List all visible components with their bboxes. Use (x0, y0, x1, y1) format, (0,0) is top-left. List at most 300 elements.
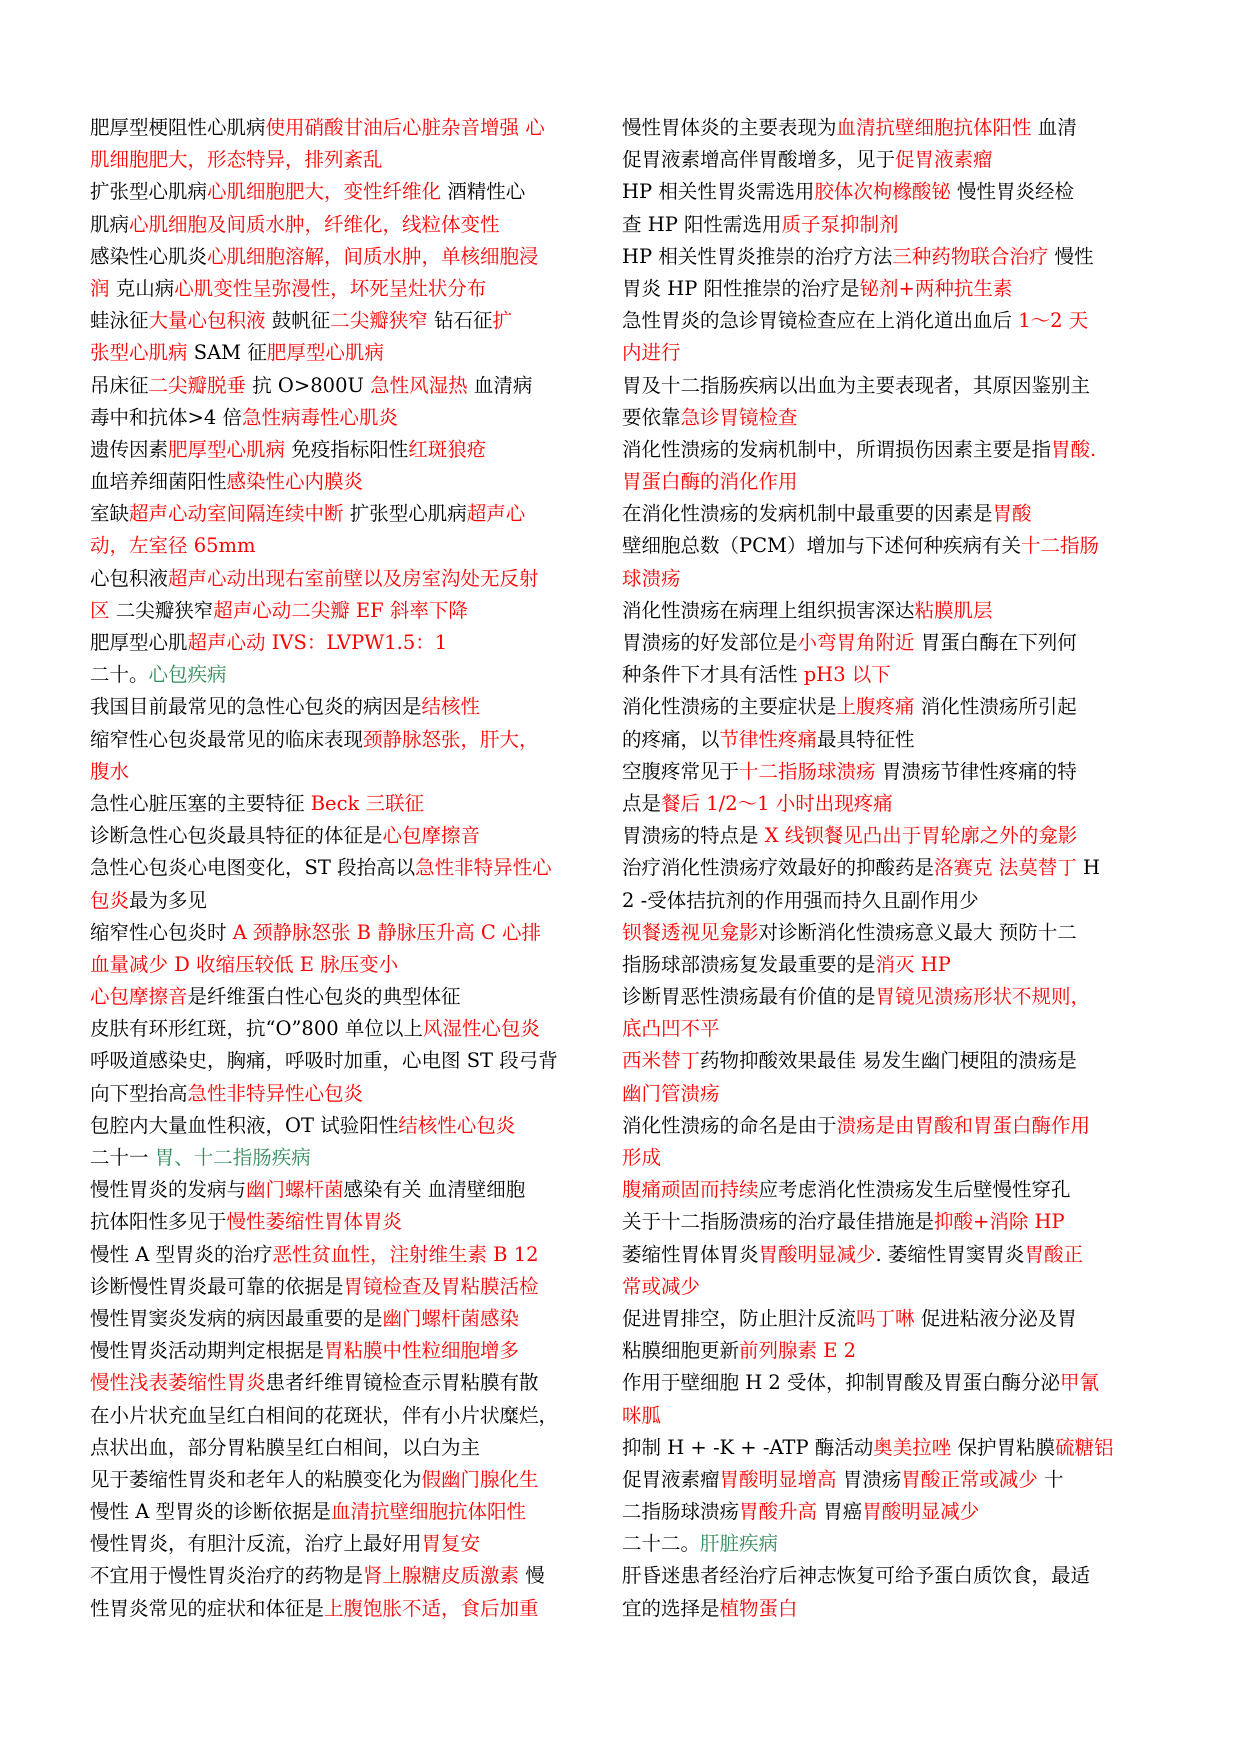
question-text: 血清病 (467, 373, 533, 397)
answer-text: 风湿性心包炎 (422, 1017, 540, 1041)
text-line (90, 1206, 605, 1238)
question-text: 胃炎 HP 阳性推崇的治疗是 (622, 276, 860, 300)
question-text: 毒中和抗体>4 倍 (90, 405, 242, 429)
answer-text: 心肌细胞肥大，变性纤维化 (207, 180, 442, 204)
text-line (90, 1560, 605, 1592)
question-text: 胃癌 (817, 1500, 863, 1524)
question-text: 向下型抬高 (90, 1081, 188, 1105)
answer-text: 血清抗壁细胞抗体阳性 (836, 116, 1032, 139)
text-line (90, 1110, 605, 1142)
text-line (90, 337, 605, 369)
text-line (622, 209, 1167, 241)
answer-text: 恶性贫血性，注射维生素 B 12 (272, 1242, 539, 1266)
text-line (622, 241, 1167, 273)
text-line (90, 1400, 605, 1432)
answer-text: 1～2 天 (1018, 309, 1089, 333)
answer-text: 硫糖铝 (1054, 1435, 1114, 1459)
question-text: 感染性心肌炎 (90, 244, 208, 268)
text-line (90, 981, 605, 1013)
question-text: 胃溃疡 (836, 1467, 902, 1491)
question-text: 扩张型心肌病 (343, 502, 467, 526)
answer-text: 胃酸 (992, 502, 1032, 526)
question-text: 保护胃粘膜 (951, 1435, 1055, 1459)
answer-text: 慢性浅表萎缩性胃炎 (90, 1371, 266, 1395)
question-text: 心包积液 (90, 566, 169, 590)
answer-text: 钡餐透视见龛影 (622, 920, 759, 944)
question-text: 胃蛋白酶在下列何 (914, 631, 1077, 654)
answer-text: 胃复安 (421, 1532, 481, 1556)
text-line (622, 1078, 1167, 1110)
answer-text: 小弯胃角附近 (797, 631, 915, 654)
text-line (622, 788, 1167, 820)
question-text: 吊床征 (90, 373, 149, 397)
answer-text: 心包摩擦音 (382, 824, 481, 848)
answer-text: 吗丁啉 (856, 1306, 915, 1330)
text-line (90, 1593, 605, 1625)
answer-text: 血清抗壁细胞抗体阳性 (330, 1500, 526, 1524)
question-text: 抑制 H + -K + -ATP 酶活动 (622, 1435, 874, 1459)
answer-text: 胶体次枸橼酸铋 (814, 180, 951, 204)
text-line (90, 434, 605, 466)
question-text: 二指肠球溃疡 (622, 1500, 740, 1524)
answer-text: 感染性心内膜炎 (226, 470, 364, 494)
text-line (622, 1367, 1167, 1399)
text-line (90, 788, 605, 820)
answer-text: 区 (90, 598, 110, 622)
text-line (90, 1045, 605, 1077)
question-text: 二尖瓣狭窄 (109, 598, 214, 622)
question-text: 免疫指标阳性 (285, 437, 409, 461)
text-line (90, 627, 605, 659)
question-text: 包腔内大量血性积液，OT 试验阳性 (90, 1113, 399, 1137)
text-line (90, 402, 605, 434)
text-line (622, 852, 1167, 884)
question-text: 我国目前最常见的急性心包炎的病因是 (90, 695, 422, 719)
question-text: 药物抑酸效果最佳 易发生幽门梗阻的溃疡是 (700, 1049, 1077, 1073)
question-text: 慢性胃体炎的主要表现为 (622, 116, 837, 139)
text-line (90, 1271, 605, 1303)
question-text: 急性胃炎的急诊胃镜检查应在上消化道出血后 (622, 309, 1019, 333)
question-text: 消化性溃疡在病理上组织损害深达 (622, 598, 915, 622)
text-line (90, 917, 605, 949)
answer-text: 幽门管溃疡 (622, 1081, 720, 1105)
answer-text: 心肌细胞及间质水肿，纤维化，线粒体变性 (129, 212, 500, 236)
answer-text: 抑酸+消除 HP (934, 1210, 1065, 1234)
answer-text: 消灭 HP (875, 952, 951, 976)
text-line (622, 144, 1167, 176)
text-line (90, 595, 605, 627)
text-line (90, 530, 605, 562)
question-text: 慢性胃炎，有胆汁反流，治疗上最好用 (90, 1532, 422, 1556)
question-text: 胃溃疡的好发部位是 (622, 631, 798, 654)
text-line (90, 949, 605, 981)
answer-text: 急性风湿热 (370, 373, 468, 397)
text-line (622, 1271, 1167, 1303)
text-line (622, 1496, 1167, 1528)
text-line (622, 756, 1167, 788)
answer-text: 肾上腺糖皮质激素 (363, 1564, 520, 1588)
question-text: 胃溃疡节律性疼痛的特 (875, 759, 1077, 783)
answer-text: 胃酸明显增高 (719, 1467, 837, 1491)
answer-text: 超声心动出现右室前壁以及房室沟处无反射 (168, 566, 539, 590)
question-text: 消化性溃疡所引起 (914, 695, 1077, 719)
answer-text: 法莫替丁 (998, 856, 1077, 880)
answer-text: 上腹疼痛 (836, 695, 915, 719)
question-text: SAM 征 (187, 341, 267, 365)
text-line (90, 498, 605, 530)
question-text: 慢性 (1048, 244, 1094, 268)
answer-text: Beck 三联征 (310, 791, 425, 815)
question-text: 是纤维蛋白性心包炎的典型体征 (187, 985, 461, 1009)
question-text: 钻石征 (427, 309, 493, 333)
question-text: 诊断急性心包炎最具特征的体征是 (90, 824, 383, 848)
question-text: 胃溃疡的特点是 (622, 824, 765, 848)
answer-text: 奥美拉唑 (873, 1435, 952, 1459)
question-text: 诊断胃恶性溃疡最有价值的是 (622, 985, 876, 1009)
answer-text: 慢性萎缩性胃体胃炎 (226, 1210, 403, 1234)
text-line (622, 724, 1167, 756)
question-text: 空腹疼常见于 (622, 759, 740, 783)
question-text: 促胃液素增高伴胃酸增多，见于 (622, 148, 896, 172)
text-line (622, 530, 1167, 562)
question-text: 十 (1037, 1467, 1064, 1491)
text-line (622, 498, 1167, 530)
question-text: 对诊断消化性溃疡意义最大 预防十二 (758, 920, 1077, 944)
question-text: 肌病 (90, 212, 130, 236)
answer-text: 超声心动二尖瓣 EF 斜率下降 (213, 598, 468, 622)
answer-text: 心肌变性呈弥漫性，坏死呈灶状分布 (174, 276, 487, 300)
answer-text: 腹痛顽固而持续 (622, 1178, 759, 1202)
question-text: 克山病 (109, 276, 175, 300)
question-text: 指肠球部溃疡复发最重要的是 (622, 952, 876, 976)
answer-text: 三种药物联合治疗 (892, 244, 1049, 268)
question-text: 急性心脏压塞的主要特征 (90, 791, 311, 815)
question-text: 室缺 (90, 502, 130, 526)
text-line (90, 885, 605, 917)
question-text: 诊断慢性胃炎最可靠的依据是 (90, 1274, 344, 1298)
text-line (622, 1335, 1167, 1367)
answer-text: 胃酸明显减少 (758, 1242, 876, 1266)
question-text: . 萎缩性胃窦胃炎 (875, 1242, 1025, 1266)
question-text: 扩张型心肌病 (90, 180, 208, 204)
answer-text: 急性非特异性心 (415, 856, 552, 880)
text-line (622, 1174, 1167, 1206)
answer-text: X 线钡餐见凸出于胃轮廓之外的龛影 (764, 824, 1078, 848)
text-line (622, 981, 1167, 1013)
text-line (90, 273, 605, 305)
question-text: 最具特征性 (817, 727, 915, 751)
answer-text: 十二指肠 (1021, 534, 1100, 558)
text-line (90, 305, 605, 337)
text-line (90, 370, 605, 402)
answer-text: 颈静脉怒张，肝大， (363, 727, 539, 751)
question-text: 在消化性溃疡的发病机制中最重要的因素是 (622, 502, 993, 526)
text-line (90, 852, 605, 884)
question-text: 要依靠 (622, 405, 681, 429)
answer-text: 腹水 (90, 759, 130, 783)
answer-text: 张型心肌病 (90, 341, 188, 365)
text-line (622, 466, 1167, 498)
answer-text: 甲氰 (1060, 1371, 1100, 1395)
answer-text: 常或减少 (622, 1274, 701, 1298)
text-line (622, 1303, 1167, 1335)
question-text: HP 相关性胃炎推崇的治疗方法 (622, 244, 893, 268)
question-text: 性胃炎常见的症状和体征是 (90, 1596, 325, 1620)
text-line (622, 1400, 1167, 1432)
question-text: 抗体阳性多见于 (90, 1210, 227, 1234)
question-text: 消化性溃疡的命名是由于 (622, 1113, 837, 1137)
answer-text: 结核性心包炎 (398, 1113, 516, 1137)
text-line (90, 1142, 605, 1174)
question-text: 酒精性心 (441, 180, 526, 204)
text-line (90, 1367, 605, 1399)
text-line (90, 1013, 605, 1045)
text-line (622, 1528, 1167, 1560)
text-line (622, 627, 1167, 659)
section-heading: 胃、十二指肠疾病 (154, 1146, 311, 1169)
text-line (90, 241, 605, 273)
answer-text: 咪胍 (622, 1403, 662, 1427)
text-line (622, 1110, 1167, 1142)
question-text: 消化性溃疡的发病机制中，所谓损伤因素主要是指 (622, 437, 1052, 461)
text-line (622, 1239, 1167, 1271)
question-text: 见于萎缩性胃炎和老年人的粘膜变化为 (90, 1467, 422, 1491)
question-text: 遗传因素 (90, 437, 169, 461)
question-text: 慢 (519, 1564, 545, 1588)
question-text: 慢性 A 型胃炎的治疗 (90, 1242, 273, 1266)
text-line (90, 659, 605, 691)
text-line (622, 1045, 1167, 1077)
section-heading: 肝脏疾病 (700, 1532, 779, 1556)
text-line (622, 370, 1167, 402)
question-text: 肥厚型梗阻性心肌病 (90, 116, 266, 139)
question-text: 点是 (622, 791, 662, 815)
answer-text: 胃酸升高 (739, 1500, 818, 1524)
answer-text: 心肌细胞溶解，间质水肿，单核细胞浸 (207, 244, 539, 268)
answer-text: 粘膜肌层 (914, 598, 993, 622)
question-text: 治疗消化性溃疡疗效最好的抑酸药是 (622, 856, 935, 880)
text-line (90, 1464, 605, 1496)
answer-text: 超声心 (466, 502, 526, 526)
question-text: 查 HP 阳性需选用 (622, 212, 782, 236)
text-line (622, 659, 1167, 691)
question-text: HP 相关性胃炎需选用 (622, 180, 815, 204)
answer-text: 幽门螺杆菌 (246, 1178, 344, 1202)
text-line (622, 595, 1167, 627)
question-text: 慢性 A 型胃炎的诊断依据是 (90, 1500, 331, 1524)
text-line (622, 820, 1167, 852)
question-text: 促进粘液分泌及胃 (914, 1306, 1077, 1330)
answer-text: 十二指肠球溃疡 (739, 759, 876, 783)
question-text: 蛙泳征 (90, 309, 149, 333)
question-text: 肝昏迷患者经治疗后神志恢复可给予蛋白质饮食，最适 (622, 1564, 1091, 1588)
text-line (90, 1174, 605, 1206)
question-text: 二十二。 (622, 1532, 701, 1556)
text-line (90, 1078, 605, 1110)
question-text: 促胃液素瘤 (622, 1467, 720, 1491)
text-line (622, 691, 1167, 723)
text-line (622, 112, 1167, 144)
answer-text: 胃镜见溃疡形状不规则， (875, 985, 1091, 1009)
text-line (90, 144, 605, 176)
answer-text: 球溃疡 (622, 566, 681, 590)
answer-text: 胃酸. (1051, 437, 1097, 461)
question-text: 慢性胃窦炎发病的病因最重要的是 (90, 1306, 383, 1330)
answer-text: 胃酸正 (1024, 1242, 1083, 1266)
text-line (622, 402, 1167, 434)
question-text: 关于十二指肠溃疡的治疗最佳措施是 (622, 1210, 935, 1234)
text-line (90, 563, 605, 595)
answer-text: 幽门螺杆菌感染 (382, 1306, 520, 1330)
text-line (90, 756, 605, 788)
text-line (622, 563, 1167, 595)
question-text: 肥厚型心肌 (90, 631, 188, 654)
answer-text: 红斑狼疮 (408, 437, 487, 461)
question-text: 宜的选择是 (622, 1596, 720, 1620)
text-line (622, 1593, 1167, 1625)
answer-text: 超声心动 IVS：LVPW1.5：1 (187, 631, 448, 654)
text-line (622, 917, 1167, 949)
answer-text: pH3 以下 (803, 663, 891, 687)
question-text: 应考虑消化性溃疡发生后壁慢性穿孔 (758, 1178, 1071, 1202)
answer-text: 上腹饱胀不适，食后加重 (324, 1596, 539, 1620)
question-text: 点状出血，部分胃粘膜呈红白相间，以白为主 (90, 1435, 481, 1459)
question-text: 血清 (1031, 116, 1077, 139)
question-text: 血培养细菌阳性 (90, 470, 227, 494)
question-text: 作用于壁细胞 H 2 受体，抑制胃酸及胃蛋白酶分泌 (622, 1371, 1061, 1395)
question-text: 不宜用于慢性胃炎治疗的药物是 (90, 1564, 364, 1588)
question-text: 缩窄性心包炎时 (90, 920, 233, 944)
question-text: 抗 O>800U (246, 373, 371, 397)
question-text: 缩窄性心包炎最常见的临床表现 (90, 727, 364, 751)
text-line (622, 273, 1167, 305)
answer-text: 胃酸正常或减少 (901, 1467, 1038, 1491)
text-line (90, 691, 605, 723)
answer-text: 促胃液素瘤 (895, 148, 993, 172)
question-text: 慢性胃炎活动期判定根据是 (90, 1339, 325, 1363)
answer-text: 结核性 (421, 695, 481, 719)
answer-text: 餐后 1/2～1 小时出现疼痛 (661, 791, 893, 815)
answer-text: 急性非特异性心包炎 (187, 1081, 364, 1105)
text-line (622, 305, 1167, 337)
text-line (622, 1206, 1167, 1238)
answer-text: 胃粘膜中性粒细胞增多 (324, 1339, 520, 1363)
answer-text: 肥厚型心肌病 (266, 341, 384, 365)
answer-text: 西米替丁 (622, 1049, 701, 1073)
text-line (622, 1560, 1167, 1592)
question-text: 二十。 (90, 663, 149, 687)
answer-text: 使用硝酸甘油后心脏杂音增强 心 (265, 116, 545, 139)
question-text: 二十一 (90, 1146, 155, 1169)
text-line (622, 885, 1167, 917)
answer-text: 二尖瓣脱垂 (148, 373, 247, 397)
answer-text: 急性病毒性心肌炎 (241, 405, 398, 429)
text-line (90, 724, 605, 756)
section-heading: 心包疾病 (148, 663, 227, 687)
question-text: 壁细胞总数（PCM）增加与下述何种疾病有关 (622, 534, 1022, 558)
question-text: 最为多见 (129, 888, 208, 912)
answer-text: 动，左室径 65mm (90, 534, 256, 558)
question-text: 萎缩性胃体胃炎 (622, 1242, 759, 1266)
text-line (90, 1432, 605, 1464)
answer-text: 溃疡是由胃酸和胃蛋白酶作用 (836, 1113, 1091, 1137)
text-line (622, 1432, 1167, 1464)
answer-text: 血量减少 D 收缩压较低 E 脉压变小 (90, 952, 399, 976)
answer-text: 形成 (622, 1146, 662, 1169)
answer-text: 铋剂+两种抗生素 (859, 276, 1013, 300)
answer-text: 二尖瓣狭窄 (330, 309, 428, 333)
answer-text: 急诊胃镜检查 (680, 405, 798, 429)
text-line (90, 176, 605, 208)
question-text: 患者纤维胃镜检查示胃粘膜有散 (265, 1371, 539, 1395)
text-line (90, 1335, 605, 1367)
question-text: H (1076, 856, 1100, 880)
text-line (622, 337, 1167, 369)
answer-text: 心包摩擦音 (90, 985, 188, 1009)
text-line (90, 820, 605, 852)
text-line (622, 949, 1167, 981)
question-text: 粘膜细胞更新 (622, 1339, 740, 1363)
text-line (90, 209, 605, 241)
text-line (90, 112, 605, 144)
answer-text: 胃镜检查及胃粘膜活检 (343, 1274, 539, 1298)
answer-text: 假幽门腺化生 (421, 1467, 539, 1491)
answer-text: 质子泵抑制剂 (781, 212, 899, 236)
question-text: 鼓帆征 (265, 309, 331, 333)
text-line (622, 176, 1167, 208)
answer-text: 节律性疼痛 (719, 727, 818, 751)
text-line (622, 1464, 1167, 1496)
answer-text: 肥厚型心肌病 (168, 437, 286, 461)
text-line (90, 1496, 605, 1528)
text-line (90, 1528, 605, 1560)
text-line (90, 1303, 605, 1335)
question-text: 急性心包炎心电图变化，ST 段抬高以 (90, 856, 416, 880)
text-line (622, 1142, 1167, 1174)
answer-text: 肌细胞肥大，形态特异，排列紊乱 (90, 148, 383, 172)
answer-text: 胃酸明显减少 (862, 1500, 980, 1524)
answer-text: 润 (90, 276, 110, 300)
text-line (622, 1013, 1167, 1045)
answer-text: 底凸凹不平 (622, 1017, 720, 1041)
question-text: 感染有关 血清壁细胞 (343, 1178, 526, 1202)
question-text: 慢性胃炎经检 (950, 180, 1075, 204)
answer-text: 前列腺素 E 2 (739, 1339, 857, 1363)
right-column (622, 112, 1167, 1625)
left-column (90, 112, 605, 1625)
question-text: 促进胃排空，防止胆汁反流 (622, 1306, 857, 1330)
answer-text: 植物蛋白 (719, 1596, 798, 1620)
answer-text: 内进行 (622, 341, 681, 365)
question-text: 胃及十二指肠疾病以出血为主要表现者，其原因鉴别主 (622, 373, 1091, 397)
question-text: 皮肤有环形红斑，抗“O”800 单位以上 (90, 1017, 423, 1041)
text-line (622, 434, 1167, 466)
question-text: 慢性胃炎的发病与 (90, 1178, 247, 1202)
answer-text: 包炎 (90, 888, 130, 912)
answer-text: 超声心动室间隔连续中断 (129, 502, 344, 526)
question-text: 呼吸道感染史，胸痛，呼吸时加重，心电图 ST 段弓背 (90, 1049, 558, 1073)
answer-text: 胃蛋白酶的消化作用 (622, 470, 798, 494)
answer-text: 扩 (492, 309, 512, 333)
question-text: 在小片状充血呈红白相间的花斑状，伴有小片状糜烂， (90, 1403, 559, 1427)
text-line (90, 466, 605, 498)
answer-text: 洛赛克 (934, 856, 993, 880)
question-text: 种条件下才具有活性 (622, 663, 804, 687)
answer-text: 大量心包积液 (148, 309, 266, 333)
answer-text: A 颈静脉怒张 B 静脉压升高 C 心排 (232, 920, 542, 944)
question-text: 消化性溃疡的主要症状是 (622, 695, 837, 719)
question-text: 的疼痛，以 (622, 727, 720, 751)
